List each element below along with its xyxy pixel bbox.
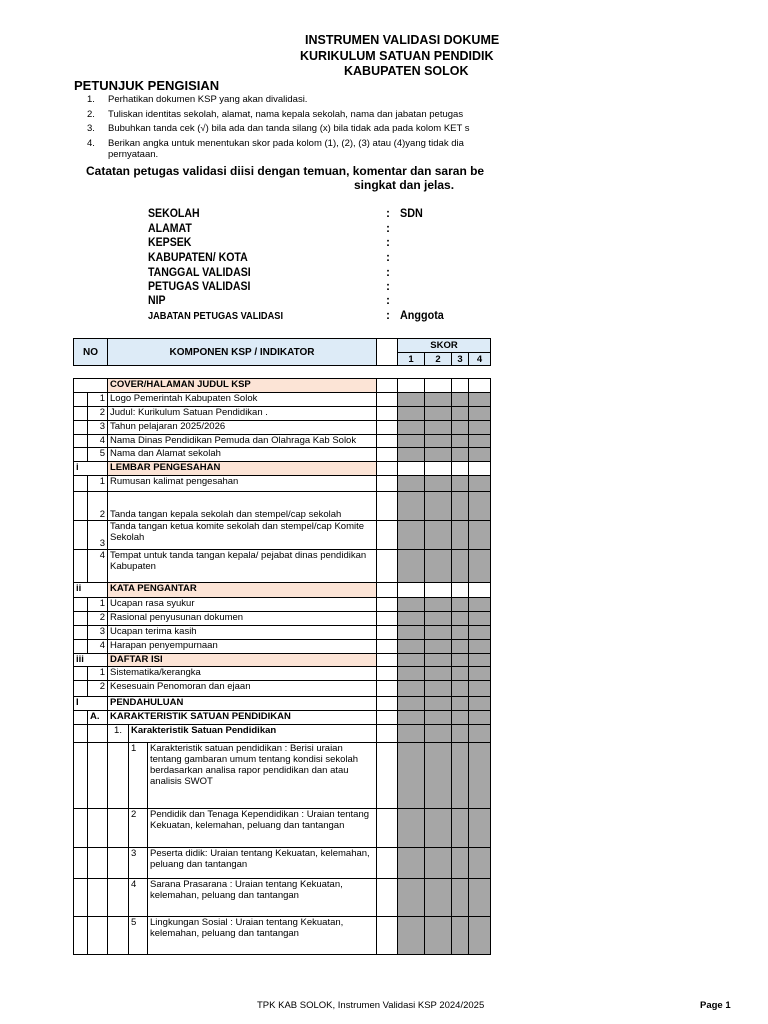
score-cell[interactable] [398, 626, 425, 640]
table-row [74, 393, 491, 407]
table-row [74, 848, 491, 879]
section-number: ii [74, 583, 108, 598]
score-cell[interactable] [425, 435, 452, 448]
score-cell[interactable] [425, 654, 452, 667]
score-cell[interactable] [425, 725, 452, 743]
score-cell[interactable] [425, 492, 452, 521]
item-number: 2 [88, 612, 108, 626]
score-cell[interactable] [398, 521, 425, 550]
score-cell[interactable] [425, 583, 452, 598]
item-text: Ucapan terima kasih [108, 626, 377, 640]
identity-label: TANGGAL VALIDASI [148, 265, 251, 279]
header-skor: SKOR [398, 339, 491, 353]
detail-text: Karakteristik satuan pendidikan : Berisi uraian tentang gambaran umum tentang kondisi sekolah berdasarkan analisa rapor pendidikan dan atau analisis SWOT [148, 743, 377, 809]
instructions-heading: PETUNJUK PENGISIAN [74, 78, 220, 93]
item-text: Logo Pemerintah Kabupaten Solok [108, 393, 377, 407]
item-number: 1 [88, 476, 108, 492]
score-cell[interactable] [425, 681, 452, 697]
table-row [74, 612, 491, 626]
detail-text: Peserta didik: Uraian tentang Kekuatan, kelemahan, peluang dan tantangan [148, 848, 377, 879]
score-cell[interactable] [452, 598, 469, 612]
score-cell[interactable] [469, 612, 491, 626]
score-cell[interactable] [398, 612, 425, 626]
table-row [74, 626, 491, 640]
score-cell[interactable] [469, 681, 491, 697]
score-cell[interactable] [469, 725, 491, 743]
score-cell[interactable] [425, 598, 452, 612]
item-number: 1 [88, 598, 108, 612]
score-cell[interactable] [452, 421, 469, 435]
score-cell[interactable] [469, 598, 491, 612]
item-text: Rumusan kalimat pengesahan [108, 476, 377, 492]
score-cell[interactable] [469, 697, 491, 711]
score-cell[interactable] [469, 492, 491, 521]
score-cell[interactable] [398, 879, 425, 917]
subsection-title: KARAKTERISTIK SATUAN PENDIDIKAN [108, 711, 377, 725]
item-number: 4 [88, 435, 108, 448]
detail-number: 1 [129, 743, 148, 809]
instruction-number: 2. [87, 109, 95, 120]
identity-colon: : [386, 206, 390, 220]
instruction-number: 3. [87, 123, 95, 134]
score-cell[interactable] [398, 640, 425, 654]
subsection-letter: A. [88, 711, 108, 725]
item-text: Nama Dinas Pendidikan Pemuda dan Olahraga Kab Solok [108, 435, 377, 448]
table-row [74, 448, 491, 462]
score-cell[interactable] [452, 743, 469, 809]
detail-text: Pendidik dan Tenaga Kependidikan : Uraian tentang Kekuatan, kelemahan, peluang dan tantangan [148, 809, 377, 848]
header-score-3: 3 [452, 353, 469, 366]
score-cell[interactable] [469, 667, 491, 681]
item-text: Tanda tangan kepala sekolah dan stempel/cap sekolah [108, 492, 377, 521]
identity-colon: : [386, 308, 390, 322]
score-cell[interactable] [398, 654, 425, 667]
score-cell[interactable] [452, 725, 469, 743]
table-row [74, 809, 491, 848]
score-cell[interactable] [398, 393, 425, 407]
identity-colon: : [386, 250, 390, 264]
score-cell[interactable] [469, 435, 491, 448]
detail-number: 4 [129, 879, 148, 917]
doc-title-line2: KURIKULUM SATUAN PENDIDIK [300, 49, 494, 63]
score-cell[interactable] [425, 462, 452, 476]
score-cell[interactable] [469, 421, 491, 435]
identity-label: KABUPATEN/ KOTA [148, 250, 248, 264]
identity-colon: : [386, 235, 390, 249]
score-cell[interactable] [398, 550, 425, 583]
subsection-row [74, 711, 491, 725]
identity-value-school: SDN [400, 206, 423, 220]
instruction-text: Tuliskan identitas sekolah, alamat, nama kepala sekolah, nama dan jabatan petugas [108, 109, 464, 120]
item-text: Rasional penyusunan dokumen [108, 612, 377, 626]
score-cell[interactable] [469, 743, 491, 809]
item-number: 2 [88, 407, 108, 421]
table-row [74, 640, 491, 654]
score-cell[interactable] [452, 697, 469, 711]
instruction-text: Bubuhkan tanda cek (√) bila ada dan tanda silang (x) bila tidak ada pada kolom KET s [108, 123, 470, 134]
score-cell[interactable] [425, 393, 452, 407]
score-cell[interactable] [425, 550, 452, 583]
header-score-2: 2 [425, 353, 452, 366]
score-cell[interactable] [425, 743, 452, 809]
item-text: Sistematika/kerangka [108, 667, 377, 681]
item-number: 3 [88, 626, 108, 640]
instruction-text: Perhatikan dokumen KSP yang akan divalidasi. [108, 94, 308, 105]
table-row [74, 521, 491, 550]
score-cell[interactable] [452, 521, 469, 550]
section-number: i [74, 462, 108, 476]
section-title: DAFTAR ISI [108, 654, 377, 667]
detail-text: Sarana Prasarana : Uraian tentang Kekuatan, kelemahan, peluang dan tantangan [148, 879, 377, 917]
validation-note-line1: Catatan petugas validasi diisi dengan temuan, komentar dan saran be [86, 164, 485, 178]
table-row [74, 492, 491, 521]
score-cell[interactable] [452, 612, 469, 626]
score-cell[interactable] [398, 667, 425, 681]
section-title: LEMBAR PENGESAHAN [108, 462, 377, 476]
score-cell[interactable] [425, 697, 452, 711]
item-number: 4 [88, 640, 108, 654]
chapter-number: I [74, 697, 108, 711]
score-cell[interactable] [469, 393, 491, 407]
score-cell[interactable] [425, 711, 452, 725]
score-cell[interactable] [398, 583, 425, 598]
table-row [74, 550, 491, 583]
score-cell[interactable] [469, 809, 491, 848]
score-cell[interactable] [425, 448, 452, 462]
score-cell[interactable] [469, 550, 491, 583]
score-cell[interactable] [469, 583, 491, 598]
subsubsection-title: Karakteristik Satuan Pendidikan [129, 725, 377, 743]
score-cell[interactable] [398, 848, 425, 879]
identity-colon: : [386, 265, 390, 279]
item-number: 5 [88, 448, 108, 462]
score-cell[interactable] [398, 448, 425, 462]
item-text: Ucapan rasa syukur [108, 598, 377, 612]
section-row [74, 462, 491, 476]
doc-title-line1: INSTRUMEN VALIDASI DOKUME [305, 33, 500, 47]
section-title: KATA PENGANTAR [108, 583, 377, 598]
score-cell[interactable] [425, 879, 452, 917]
footer-text: TPK KAB SOLOK, Instrumen Validasi KSP 2024/2025 [257, 1000, 485, 1011]
table-row [74, 598, 491, 612]
table-row [74, 681, 491, 697]
score-cell[interactable] [425, 476, 452, 492]
table-row [74, 476, 491, 492]
score-cell[interactable] [452, 640, 469, 654]
score-cell[interactable] [452, 435, 469, 448]
subsubsection-row [74, 725, 491, 743]
item-number: 1 [88, 667, 108, 681]
score-cell[interactable] [469, 654, 491, 667]
identity-colon: : [386, 279, 390, 293]
score-cell[interactable] [398, 435, 425, 448]
score-cell[interactable] [398, 598, 425, 612]
item-text: Tahun pelajaran 2025/2026 [108, 421, 377, 435]
section-row [74, 583, 491, 598]
instruction-number: 1. [87, 94, 95, 105]
instruction-number: 4. [87, 138, 95, 149]
identity-label: ALAMAT [148, 221, 192, 235]
score-cell[interactable] [398, 421, 425, 435]
item-number: 3 [88, 421, 108, 435]
item-text: Judul: Kurikulum Satuan Pendidikan . [108, 407, 377, 421]
score-cell[interactable] [469, 879, 491, 917]
score-cell[interactable] [469, 379, 491, 393]
score-cell[interactable] [469, 407, 491, 421]
section-number [74, 379, 108, 393]
score-cell[interactable] [452, 711, 469, 725]
item-number: 1 [88, 393, 108, 407]
score-cell[interactable] [452, 462, 469, 476]
header-no: NO [74, 339, 108, 366]
item-text: Kesesuain Penomoran dan ejaan [108, 681, 377, 697]
identity-label: NIP [148, 293, 166, 307]
score-cell[interactable] [398, 379, 425, 393]
score-cell[interactable] [452, 681, 469, 697]
identity-label: PETUGAS VALIDASI [148, 279, 251, 293]
item-number: 2 [88, 681, 108, 697]
identity-label: JABATAN PETUGAS VALIDASI [148, 310, 284, 322]
score-cell[interactable] [452, 550, 469, 583]
item-text: Tanda tangan ketua komite sekolah dan stempel/cap Komite Sekolah [108, 521, 377, 550]
section-row [74, 379, 491, 393]
score-cell[interactable] [398, 407, 425, 421]
score-cell[interactable] [452, 583, 469, 598]
score-cell[interactable] [425, 809, 452, 848]
score-cell[interactable] [425, 917, 452, 955]
identity-label: SEKOLAH [148, 206, 200, 220]
identity-label: KEPSEK [148, 235, 192, 249]
table-row [74, 743, 491, 809]
section-row [74, 654, 491, 667]
score-cell[interactable] [452, 848, 469, 879]
score-cell[interactable] [469, 848, 491, 879]
item-number: 2 [88, 492, 108, 521]
chapter-title: PENDAHULUAN [108, 697, 377, 711]
page-number: Page 1 [700, 1000, 731, 1011]
score-cell[interactable] [398, 725, 425, 743]
section-title: COVER/HALAMAN JUDUL KSP [108, 379, 377, 393]
section-number: iii [74, 654, 108, 667]
score-cell[interactable] [452, 626, 469, 640]
score-cell[interactable] [398, 743, 425, 809]
score-cell[interactable] [469, 917, 491, 955]
detail-text: Lingkungan Sosial : Uraian tentang Kekuatan, kelemahan, peluang dan tantangan [148, 917, 377, 955]
score-cell[interactable] [398, 681, 425, 697]
item-number: 3 [88, 521, 108, 550]
item-text: Nama dan Alamat sekolah [108, 448, 377, 462]
table-row [74, 435, 491, 448]
table-row [74, 407, 491, 421]
score-cell[interactable] [425, 626, 452, 640]
score-cell[interactable] [452, 476, 469, 492]
validation-table [73, 338, 491, 955]
score-cell[interactable] [425, 379, 452, 393]
score-cell[interactable] [469, 711, 491, 725]
table-row [74, 667, 491, 681]
score-cell[interactable] [398, 809, 425, 848]
score-cell[interactable] [452, 667, 469, 681]
score-cell[interactable] [452, 393, 469, 407]
score-cell[interactable] [398, 711, 425, 725]
header-komponen: KOMPONEN KSP / INDIKATOR [108, 339, 377, 366]
score-cell[interactable] [398, 476, 425, 492]
item-text: Tempat untuk tanda tangan kepala/ pejabat dinas pendidikan Kabupaten [108, 550, 377, 583]
doc-title-line3: KABUPATEN SOLOK [344, 64, 469, 78]
header-score-1: 1 [398, 353, 425, 366]
table-row [74, 917, 491, 955]
score-cell[interactable] [469, 476, 491, 492]
score-cell[interactable] [452, 407, 469, 421]
score-cell[interactable] [469, 640, 491, 654]
score-cell[interactable] [398, 492, 425, 521]
chapter-row [74, 697, 491, 711]
score-cell[interactable] [452, 492, 469, 521]
score-cell[interactable] [425, 407, 452, 421]
subsubsection-number: 1. [108, 725, 129, 743]
score-cell[interactable] [452, 879, 469, 917]
score-cell[interactable] [398, 697, 425, 711]
detail-number: 2 [129, 809, 148, 848]
header-score-4: 4 [469, 353, 491, 366]
table-row [74, 879, 491, 917]
detail-number: 5 [129, 917, 148, 955]
table-row [74, 421, 491, 435]
score-cell[interactable] [452, 448, 469, 462]
validation-note-line2: singkat dan jelas. [354, 178, 455, 192]
score-cell[interactable] [452, 379, 469, 393]
identity-colon: : [386, 221, 390, 235]
score-cell[interactable] [425, 421, 452, 435]
instruction-text: Berikan angka untuk menentukan skor pada kolom (1), (2), (3) atau (4)yang tidak dia [108, 138, 464, 149]
instruction-text: pernyataan. [108, 149, 159, 160]
identity-colon: : [386, 293, 390, 307]
score-cell[interactable] [469, 462, 491, 476]
score-cell[interactable] [398, 462, 425, 476]
item-text: Harapan penyempurnaan [108, 640, 377, 654]
score-cell[interactable] [452, 809, 469, 848]
score-cell[interactable] [398, 917, 425, 955]
score-cell[interactable] [425, 640, 452, 654]
item-number: 4 [88, 550, 108, 583]
score-cell[interactable] [425, 521, 452, 550]
identity-value-position: Anggota [400, 308, 444, 322]
score-cell[interactable] [452, 917, 469, 955]
detail-number: 3 [129, 848, 148, 879]
score-cell[interactable] [425, 612, 452, 626]
score-cell[interactable] [452, 654, 469, 667]
score-cell[interactable] [469, 626, 491, 640]
score-cell[interactable] [425, 848, 452, 879]
score-cell[interactable] [469, 521, 491, 550]
score-cell[interactable] [469, 448, 491, 462]
score-cell[interactable] [425, 667, 452, 681]
